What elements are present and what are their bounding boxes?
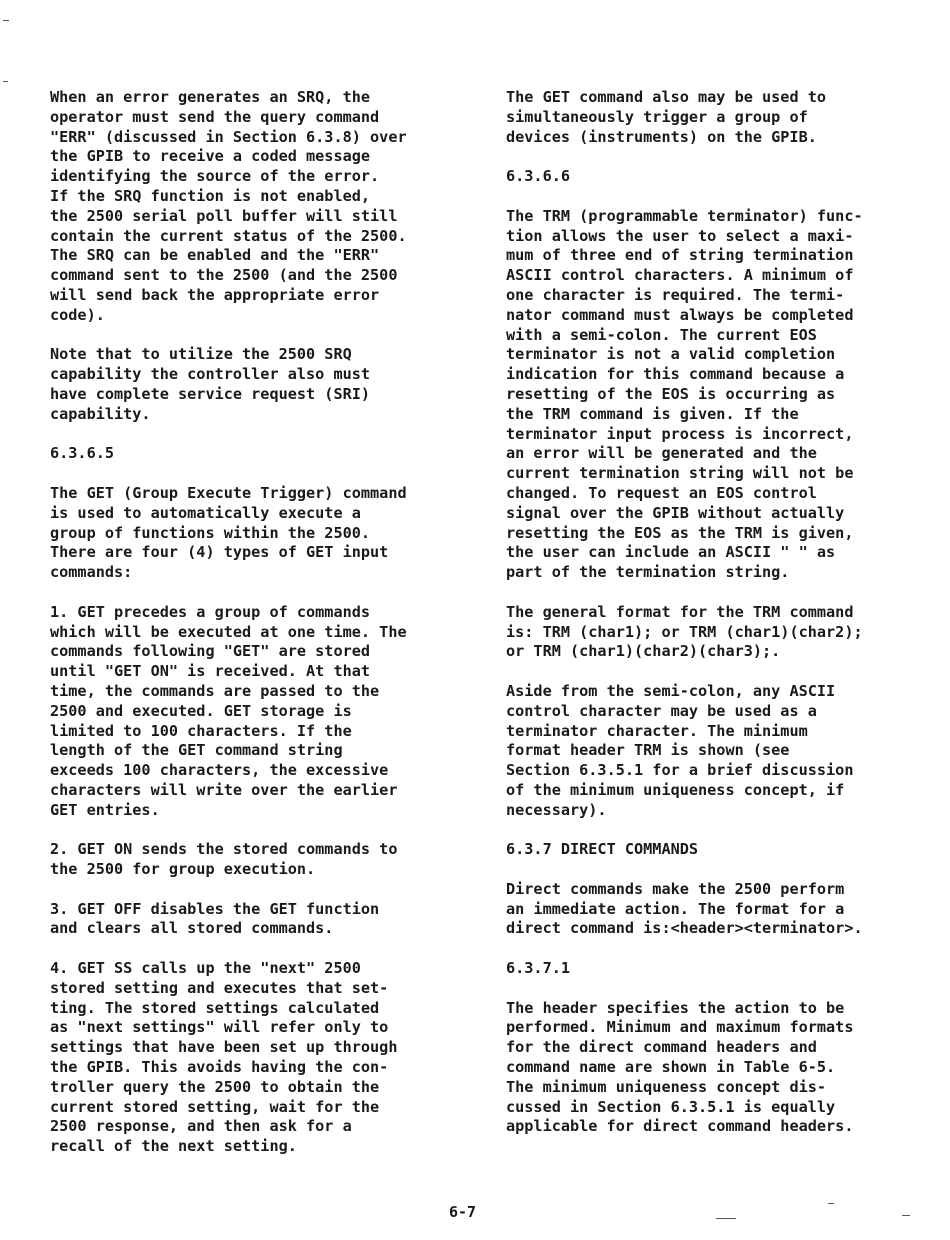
section-heading-6-3-6-5: 6.3.6.5 [50, 444, 115, 463]
paragraph-srq-error: When an error generates an SRQ, the operator must send the query command "ERR" (discussed in Section 6.3.8) over the GPIB to receive a coded message identifying the source of the error. If the SRQ function is not enabled, the 2500 serial poll buffer will still contain the current status of the 2500. The SRQ can be enabled and the "ERR" command sent to the 2500 (and the 2500 will send back the appropriate error code). [50, 88, 407, 324]
section-heading-6-3-7: 6.3.7 DIRECT COMMANDS [506, 840, 699, 859]
page-number: 6-7 [449, 1203, 477, 1221]
paragraph-srq-capability: Note that to utilize the 2500 SRQ capability the controller also must have complete service request (SRI) capability. [50, 345, 371, 423]
scan-mark [828, 1203, 834, 1204]
list-item-get-2: 2. GET ON sends the stored commands to the 2500 for group execution. [50, 840, 398, 879]
paragraph-trm-description: The TRM (programmable terminator) func- tion allows the user to select a maxi- mum of three end of string termination ASCII control characters. A minimum of one character is required. The termi- nator command must always be completed with a semi-colon. The current EOS terminator is not a valid completion indication for this command because a resetting of the EOS is occurring as the TRM command is given. If the terminator input process is incorrect, an error will be generated and the current termination string will not be changed. To request an EOS control signal over the GPIB without actually resetting the EOS as the TRM is given, the user can include an ASCII " " as part of the termination string. [506, 206, 863, 582]
list-item-get-1: 1. GET precedes a group of commands which will be executed at one time. The commands following "GET" are stored until "GET ON" is received. At that time, the commands are passed to the 2500 and executed. GET storage is limited to 100 characters. If the length of the GET command string exceeds 100 characters, the excessive characters will write over the earlier GET entries. [50, 602, 407, 819]
paragraph-get-trigger: The GET command also may be used to simultaneously trigger a group of devices (instruments) on the GPIB. [506, 88, 827, 146]
list-item-get-4: 4. GET SS calls up the "next" 2500 stored setting and executes that set- ting. The stored settings calculated as "next settings" will refer only to settings that have been set up through the GPIB. This avoids having the con- troller query the 2500 to obtain the current stored setting, wait for the 2500 response, and then ask for a recall of the next setting. [50, 959, 398, 1156]
section-heading-6-3-6-6: 6.3.6.6 [506, 167, 571, 186]
scan-mark [902, 1215, 910, 1216]
section-heading-6-3-7-1: 6.3.7.1 [506, 959, 571, 978]
paragraph-trm-format: The general format for the TRM command is: TRM (char1); or TRM (char1)(char2); or TRM (char1)(char2)(char3);. [506, 602, 863, 661]
right-column [506, 88, 892, 1157]
paragraph-trm-control-char: Aside from the semi-colon, any ASCII control character may be used as a terminator character. The minimum format header TRM is shown (see Section 6.3.5.1 for a brief discussion of the minimum uniqueness concept, if necessary). [506, 681, 854, 819]
scan-mark [3, 81, 8, 82]
paragraph-direct-commands: Direct commands make the 2500 perform an immediate action. The format for a direct command is:<header><terminator>. [506, 879, 863, 938]
scan-mark [3, 20, 9, 21]
list-item-get-3: 3. GET OFF disables the GET function and clears all stored commands. [50, 899, 380, 938]
scan-mark [716, 1218, 736, 1219]
paragraph-get-intro: The GET (Group Execute Trigger) command is used to automatically execute a group of functions within the 2500. There are four (4) types of GET input commands: [50, 483, 407, 582]
left-column [50, 88, 436, 1177]
paragraph-header-spec: The header specifies the action to be performed. Minimum and maximum formats for the direct command headers and command name are shown in Table 6-5. The minimum uniqueness concept dis- cussed in Section 6.3.5.1 is equally applicable for direct command headers. [506, 998, 854, 1136]
